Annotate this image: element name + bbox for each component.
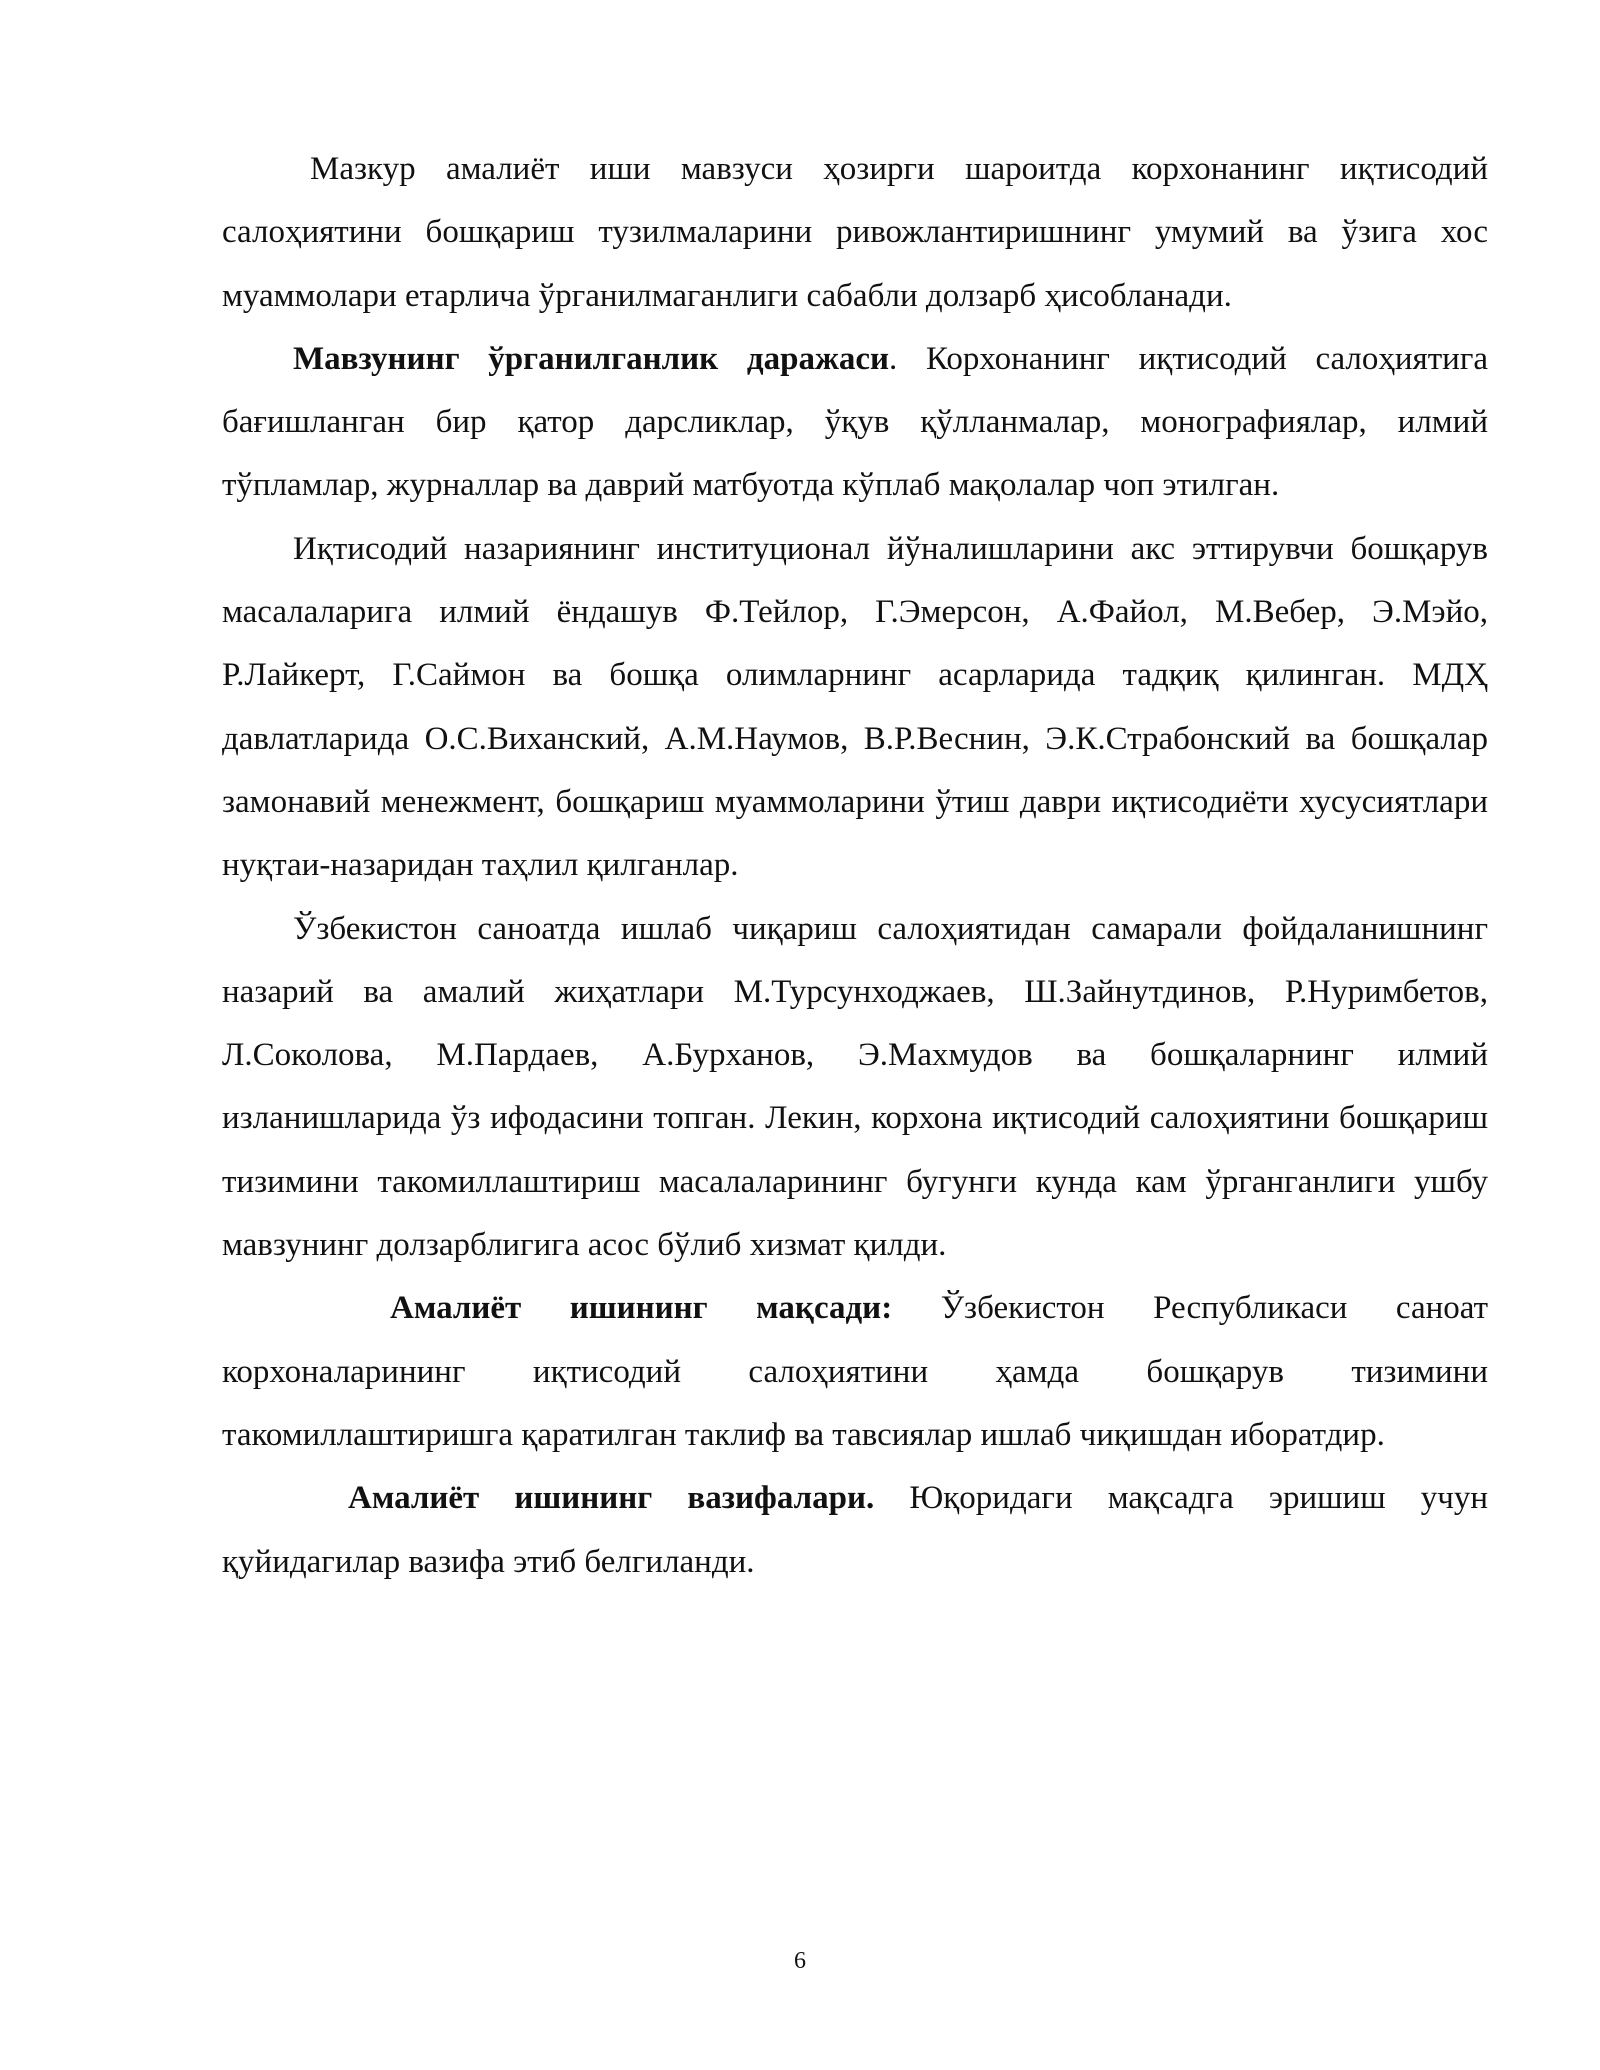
paragraph-goal-text: Ўзбекистон Республикаси саноат корхоналарининг иқтисодий салоҳиятини ҳамда бошқарув тизимини такомиллаштиришга қаратилган таклиф ва тавсиялар ишлаб чиқишдан иборатдир. <box>222 1290 1488 1453</box>
paragraph-uzbek-research-text: Ўзбекистон саноатда ишлаб чиқариш салоҳиятидан самарали фойдаланишнинг назарий ва амалий жиҳатлари М.Турсунходжаев, Ш.Зайнутдинов, Р.Нуримбетов, Л.Соколова, М.Пардаев, А.Бурханов, Э.Махмудов ва бошқаларнинг илмий изланишларида ўз ифодасини топган. Лекин, корхона иқтисодий салоҳиятини бошқариш тизимини такомиллаштириш масалаларининг бугунги кунда кам ўрганганлиги ушбу мавзунинг долзарблигига асос бўлиб хизмат қилди. <box>222 910 1488 1264</box>
heading-tasks: Амалиёт ишининг вазифалари. <box>348 1480 875 1517</box>
heading-study-level: Мавзунинг ўрганилганлик даражаси <box>293 340 890 377</box>
paragraph-scholars <box>222 518 1488 898</box>
document-body <box>222 138 1488 1594</box>
paragraph-goal <box>222 1277 1488 1467</box>
paragraph-tasks-text: Юқоридаги мақсадга эришиш учун қуйидагилар вазифа этиб белгиланди. <box>222 1480 1488 1580</box>
paragraph-uzbek-research <box>222 898 1488 1278</box>
paragraph-relevance-text: Мазкур амалиёт иши мавзуси ҳозирги шароитда корхонанинг иқтисодий салоҳиятини бошқариш тузилмаларини ривожлантиришнинг умумий ва ўзига хос муаммолари етарлича ўрганилмаганлиги сабабли долзарб ҳисобланади. <box>222 151 1488 314</box>
paragraph-scholars-text: Иқтисодий назариянинг институционал йўналишларини акс эттирувчи бошқарув масалаларига илмий ёндашув Ф.Тейлор, Г.Эмерсон, А.Файол, М.Вебер, Э.Мэйо, Р.Лайкерт, Г.Саймон ва бошқа олимларнинг асарларида тадқиқ қилинган. МДҲ давлатларида О.С.Виханский, А.М.Наумов, В.Р.Веснин, Э.К.Страбонский ва бошқалар замонавий менежмент, бошқариш муаммоларини ўтиш даври иқтисодиёти хусусиятлари нуқтаи-назаридан таҳлил қилганлар. <box>222 530 1488 884</box>
paragraph-study-level-text: . Корхонанинг иқтисодий салоҳиятига бағишланган бир қатор дарсликлар, ўқув қўлланмалар, монографиялар, илмий тўпламлар, журналлар ва даврий матбуотда кўплаб мақолалар чоп этилган. <box>222 340 1488 504</box>
heading-goal: Амалиёт ишининг мақсади: <box>390 1290 893 1327</box>
paragraph-study-level <box>222 328 1488 518</box>
paragraph-relevance <box>222 138 1488 328</box>
page-number: 6 <box>794 1948 806 1974</box>
paragraph-tasks <box>222 1467 1488 1594</box>
